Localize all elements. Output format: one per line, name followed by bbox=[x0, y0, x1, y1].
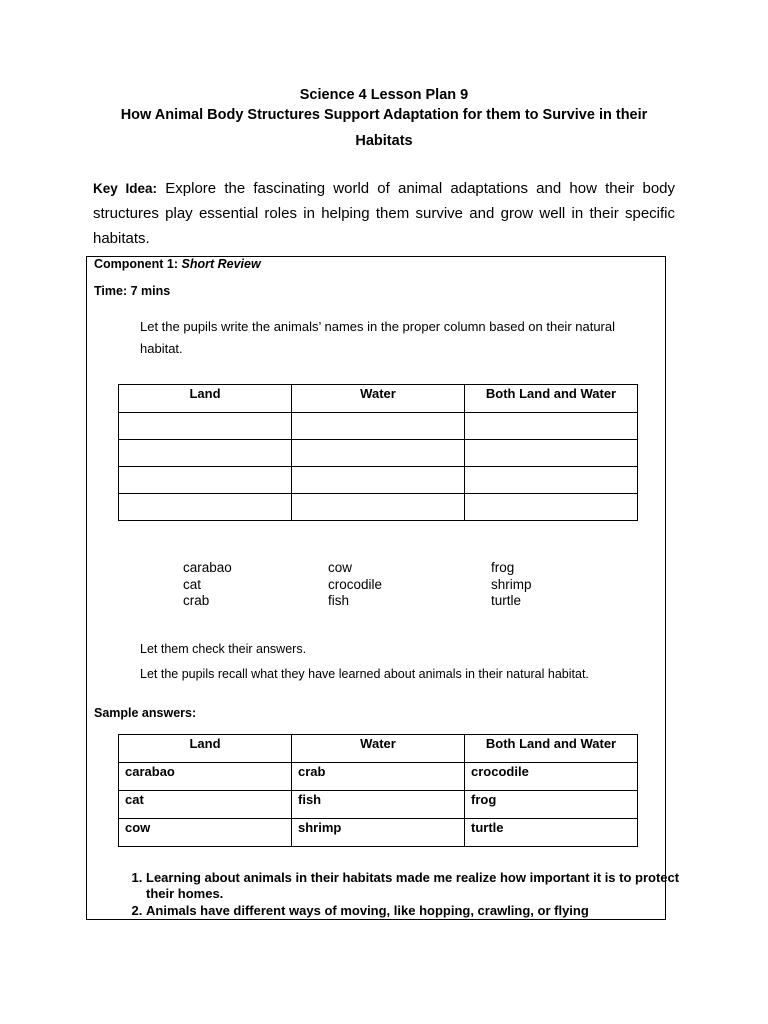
answer-cell: fish bbox=[292, 791, 465, 819]
lesson-topic-line-1: How Animal Body Structures Support Adaptation for them to Survive in their bbox=[120, 107, 648, 123]
animal-bank-column-1 bbox=[183, 560, 232, 610]
blank-cell[interactable] bbox=[292, 440, 465, 467]
component-box bbox=[86, 256, 680, 920]
header-both: Both Land and Water bbox=[465, 735, 638, 763]
table-header-row bbox=[119, 385, 638, 413]
animal-word: crab bbox=[183, 593, 210, 608]
instruction-recall: Let the pupils recall what they have learned about animals in their natural habitat. bbox=[140, 667, 589, 681]
answer-cell: carabao bbox=[119, 763, 292, 791]
blank-cell[interactable] bbox=[292, 467, 465, 494]
animal-word: cat bbox=[183, 576, 202, 592]
header-water: Water bbox=[292, 385, 465, 413]
answer-cell: shrimp bbox=[292, 819, 465, 847]
blank-cell[interactable] bbox=[119, 467, 292, 494]
lesson-topic-line-2: Habitats bbox=[355, 133, 413, 149]
animal-word: frog bbox=[491, 560, 515, 575]
table-row bbox=[119, 819, 638, 847]
animal-word: carabao bbox=[183, 560, 232, 575]
blank-cell[interactable] bbox=[465, 494, 638, 521]
key-idea-paragraph bbox=[93, 176, 675, 251]
answer-cell: turtle bbox=[465, 819, 638, 847]
header-both: Both Land and Water bbox=[465, 385, 638, 413]
table-row bbox=[119, 763, 638, 791]
time-label: Time: 7 mins bbox=[94, 284, 171, 298]
blank-cell[interactable] bbox=[292, 413, 465, 440]
component-label: Component 1: bbox=[94, 257, 182, 271]
animal-bank-column-2 bbox=[328, 560, 382, 610]
table-row bbox=[119, 440, 638, 467]
sample-answers-label: Sample answers: bbox=[94, 706, 197, 720]
instruction-check-answers: Let them check their answers. bbox=[140, 642, 307, 656]
blank-cell[interactable] bbox=[119, 440, 292, 467]
instruction-write-animals: Let the pupils write the animals’ names in the proper column based on their natural habitat. bbox=[140, 319, 616, 356]
answer-cell: cat bbox=[119, 791, 292, 819]
component-name: Short Review bbox=[181, 257, 261, 271]
header-land: Land bbox=[119, 385, 292, 413]
table-row bbox=[119, 467, 638, 494]
blank-habitat-table bbox=[118, 384, 638, 521]
header-land: Land bbox=[119, 735, 292, 763]
answer-cell: cow bbox=[119, 819, 292, 847]
answer-cell: frog bbox=[465, 791, 638, 819]
answer-cell: crab bbox=[292, 763, 465, 791]
table-row bbox=[119, 791, 638, 819]
blank-cell[interactable] bbox=[465, 467, 638, 494]
table-row bbox=[119, 494, 638, 521]
table-row bbox=[119, 413, 638, 440]
component-heading bbox=[94, 257, 261, 271]
key-idea-label: Key Idea: bbox=[93, 181, 158, 196]
blank-cell[interactable] bbox=[119, 413, 292, 440]
table-header-row bbox=[119, 735, 638, 763]
sample-answers-table bbox=[118, 734, 638, 847]
animal-word: fish bbox=[328, 593, 350, 608]
header-water: Water bbox=[292, 735, 465, 763]
animal-bank-column-3 bbox=[491, 560, 532, 610]
animal-word: cow bbox=[328, 560, 353, 575]
animal-word: turtle bbox=[491, 593, 522, 608]
list-item: 2. Animals have different ways of moving, like hopping, crawling, or flying bbox=[146, 903, 686, 919]
blank-cell[interactable] bbox=[465, 413, 638, 440]
blank-cell[interactable] bbox=[292, 494, 465, 521]
animal-word: shrimp bbox=[491, 576, 532, 592]
blank-cell[interactable] bbox=[465, 440, 638, 467]
reflection-list bbox=[124, 870, 686, 920]
answer-cell: crocodile bbox=[465, 763, 638, 791]
blank-cell[interactable] bbox=[119, 494, 292, 521]
animal-word: crocodile bbox=[328, 576, 383, 592]
key-idea-text: Explore the fascinating world of animal adaptations and how their body structures play essential roles in helping them survive and grow well in their specific habitats. bbox=[93, 180, 675, 247]
list-item: 1. Learning about animals in their habitats made me realize how important it is to protect their homes. bbox=[146, 870, 686, 902]
lesson-plan-title: Science 4 Lesson Plan 9 bbox=[299, 87, 469, 103]
